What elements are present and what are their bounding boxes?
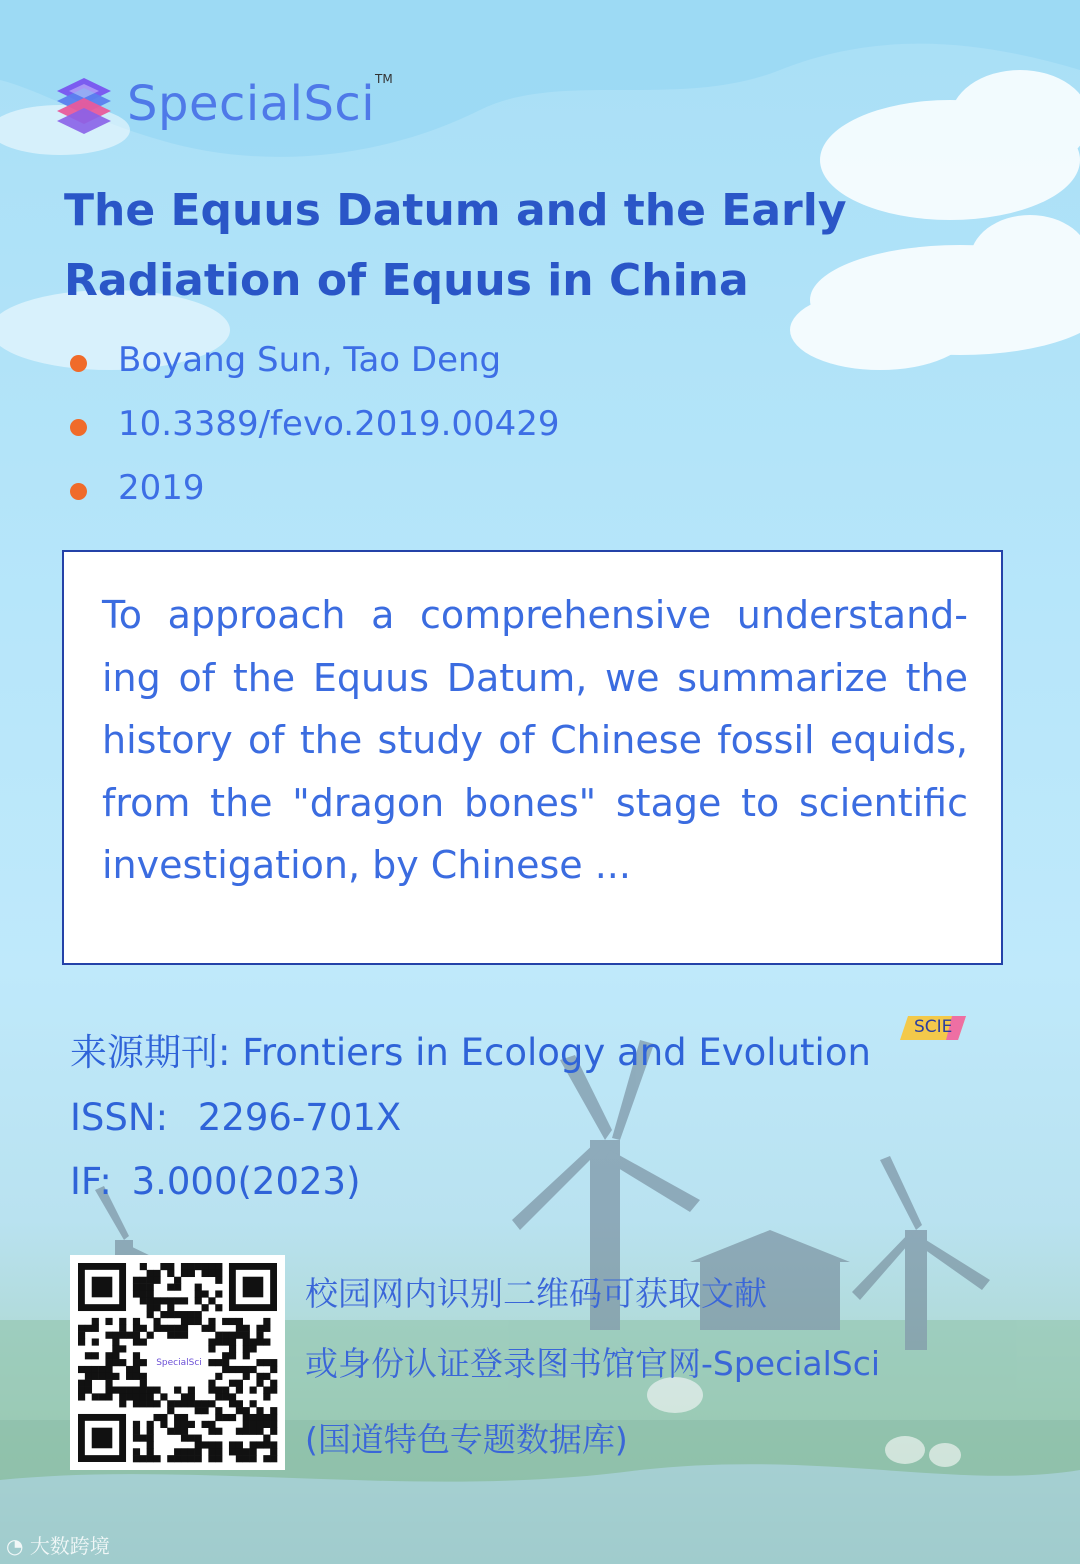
brand-name: SpecialSci	[127, 76, 376, 132]
bullet-dot-icon	[70, 355, 87, 372]
impact-factor-line	[70, 1160, 361, 1203]
authors-text: Boyang Sun, Tao Deng	[118, 340, 502, 380]
impact-factor-label: IF:	[70, 1160, 112, 1203]
qr-caption-line-1: 校园网内识别二维码可获取文献	[305, 1274, 767, 1313]
year-text: 2019	[118, 468, 205, 508]
qr-code[interactable]	[70, 1255, 285, 1470]
doi-text: 10.3389/fevo.2019.00429	[118, 404, 560, 444]
abstract-text: To approach a comprehensive understand-ing of the Equus Datum, we summarize the history of the study of Chinese fossil equids, from the "dragon bones" stage to scientific investigation, by Chinese ...	[102, 593, 968, 887]
watermark-icon: ◔	[6, 1534, 30, 1558]
qr-caption-line-3: (国道特色专题数据库)	[305, 1420, 628, 1459]
journal-label: 来源期刊:	[70, 1031, 231, 1074]
layered-cube-icon	[55, 74, 113, 136]
issn-value: 2296-701X	[197, 1096, 402, 1139]
qr-caption-line-2: 或身份认证登录图书馆官网-SpecialSci	[305, 1344, 881, 1383]
brand-logo	[55, 72, 475, 142]
qr-center-logo: SpecialSci	[150, 1350, 208, 1376]
paper-title: The Equus Datum and the Early Radiation of Equus in China	[64, 185, 847, 306]
bullet-dot-icon	[70, 419, 87, 436]
journal-line	[70, 1022, 871, 1076]
issn-label: ISSN:	[70, 1096, 169, 1139]
impact-factor-value: 3.000(2023)	[131, 1160, 361, 1203]
journal-name: Frontiers in Ecology and Evolution	[242, 1031, 871, 1074]
scie-badge	[900, 1014, 966, 1042]
bullet-dot-icon	[70, 483, 87, 500]
issn-line	[70, 1096, 401, 1139]
scie-badge-label: SCIE	[914, 1017, 953, 1037]
watermark	[6, 1530, 110, 1559]
abstract-box	[62, 550, 1003, 965]
trademark-mark: TM	[375, 72, 393, 86]
watermark-text: 大数跨境	[29, 1534, 110, 1558]
